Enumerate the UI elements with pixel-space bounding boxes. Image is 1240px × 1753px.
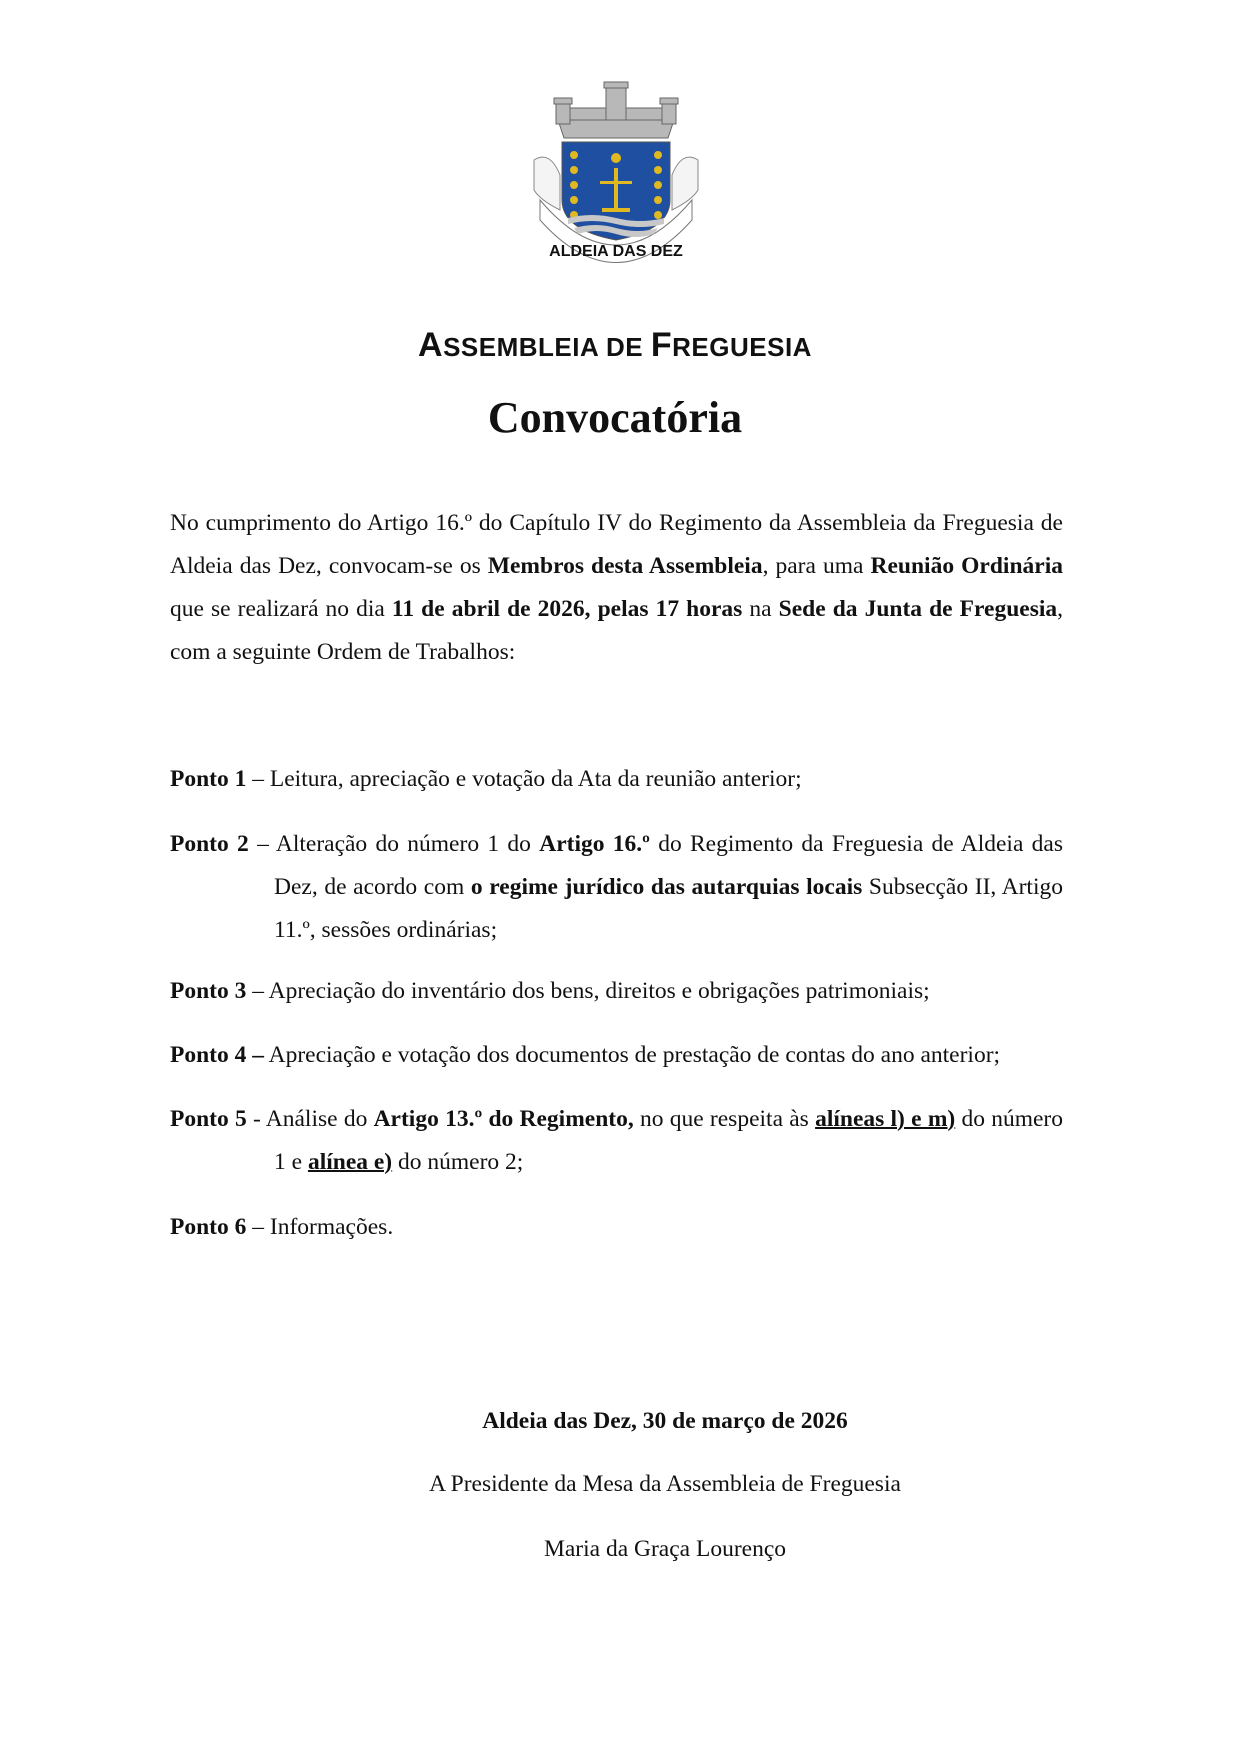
bold-text: Sede da Junta de Freguesia — [778, 596, 1058, 622]
intro-paragraph — [170, 502, 1063, 674]
place-date: Aldeia das Dez, 30 de março de 2026 — [482, 1408, 848, 1434]
text: que se realizará no dia — [170, 596, 392, 622]
text: , com a seguinte Ordem de Trabalhos: — [170, 596, 1064, 665]
bold-text: Membros desta Assembleia — [487, 553, 763, 579]
bold-text: Reunião Ordinária — [870, 553, 1063, 579]
agenda-item-3: Ponto 3 – Apreciação do inventário dos bens, direitos e obrigações patrimoniais; — [170, 978, 930, 1004]
document-subtitle: Convocatória — [487, 393, 743, 442]
agenda-item-5: Ponto 5 - Análise do Artigo 13.º do Regimento, no que respeita às alíneas l) e m) do número 1 e alínea e) do número 2; — [170, 1106, 1064, 1175]
signatory-name: Maria da Graça Lourenço — [543, 1536, 787, 1562]
agenda-item-6: Ponto 6 – Informações. — [170, 1214, 394, 1240]
agenda-item-2: Ponto 2 – Alteração do número 1 do Artigo 16.º do Regimento da Freguesia de Aldeia das Dez, de acordo com o regime jurídico das autarquias locais Subsecção II, Artigo 11.º, sessões ordinárias; — [170, 831, 1063, 943]
coat-of-arms-logo — [530, 80, 702, 266]
bold-text: 11 de abril de 2026, pelas 17 horas — [391, 596, 743, 622]
logo-motto: ALDEIA DAS DEZ — [549, 243, 683, 260]
text: na — [742, 596, 779, 622]
signatory-role: A Presidente da Mesa da Assembleia de Freguesia — [429, 1471, 901, 1497]
text: , para uma — [762, 553, 871, 579]
page-title: ASSEMBLEIA DE FREGUESIA — [418, 326, 812, 364]
agenda-item-4: Ponto 4 – Apreciação e votação dos documentos de prestação de contas do ano anterior; — [170, 1042, 1001, 1068]
text: No cumprimento do Artigo 16.º do Capítulo IV do Regimento da Assembleia da Freguesia de Aldeia das Dez, convocam-se os — [170, 510, 1063, 579]
agenda-item-1: Ponto 1 – Leitura, apreciação e votação da Ata da reunião anterior; — [170, 766, 802, 792]
